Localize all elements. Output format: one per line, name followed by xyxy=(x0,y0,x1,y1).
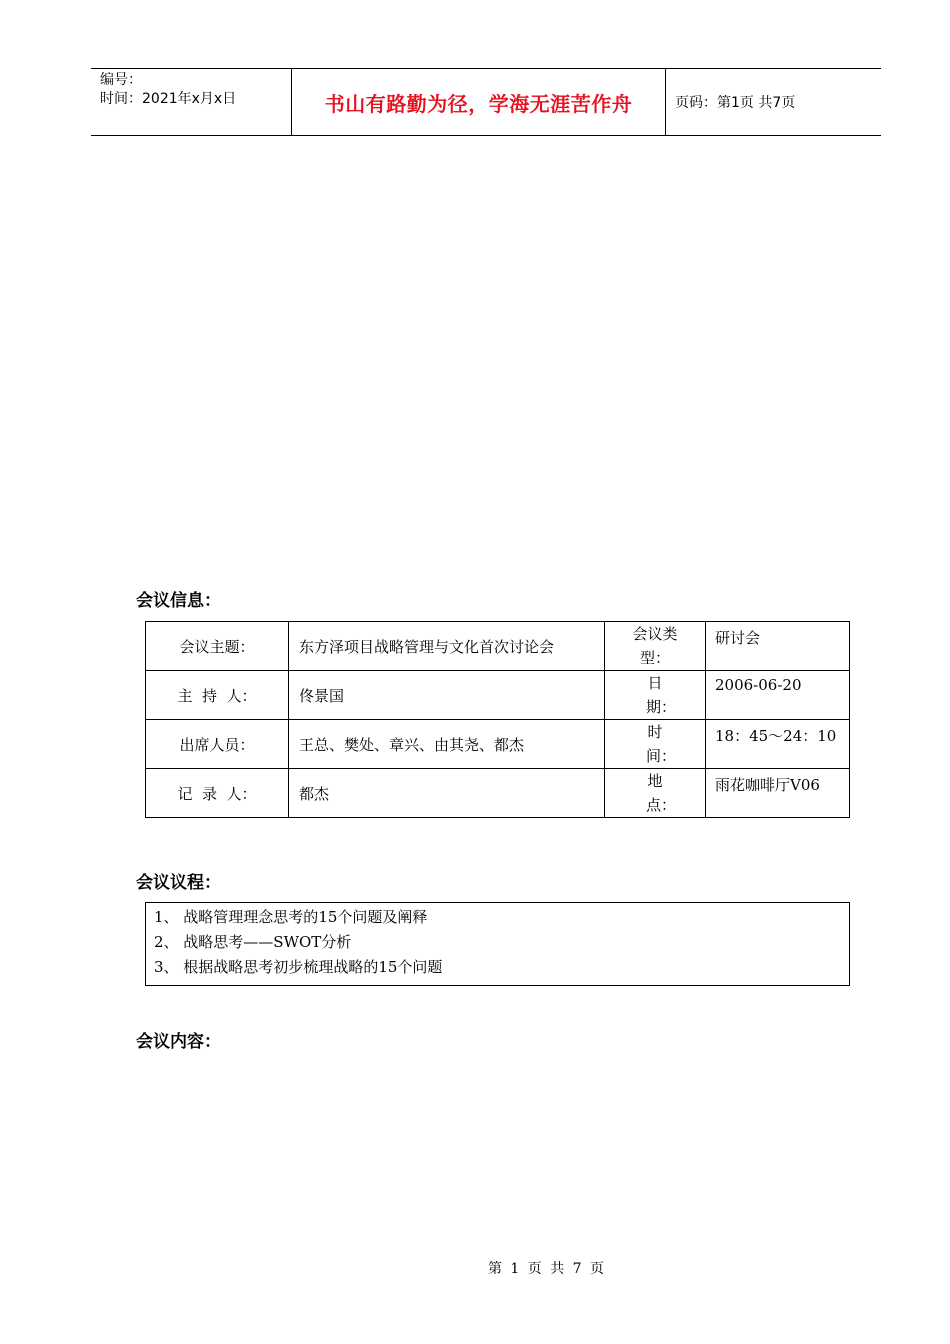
place-label-cell xyxy=(605,769,706,818)
header-left-cell xyxy=(91,69,292,135)
agenda-item: 2、 战略思考——SWOT分析 xyxy=(154,933,352,951)
topic-value: 东方泽项目战略管理与文化首次讨论会 xyxy=(289,622,605,671)
agenda-heading: 会议议程： xyxy=(136,873,221,893)
content-heading: 会议内容： xyxy=(136,1032,221,1052)
date-label: 日期： xyxy=(646,674,677,716)
meeting-info-table xyxy=(145,621,850,818)
agenda-item: 3、 根据战略思考初步梳理战略的15个问题 xyxy=(154,958,443,976)
table-row xyxy=(146,720,850,769)
header-page-label: 页码：第1页 共7页 xyxy=(675,95,796,111)
info-heading: 会议信息： xyxy=(136,591,221,611)
date-label-cell xyxy=(605,671,706,720)
time-label: 时间： xyxy=(646,723,677,765)
host-label: 主 持 人： xyxy=(146,671,289,720)
place-label: 地点： xyxy=(646,772,677,814)
agenda-box xyxy=(145,902,850,986)
time-label-cell xyxy=(605,720,706,769)
table-row xyxy=(146,622,850,671)
page-footer: 第 1 页 共 7 页 xyxy=(487,1261,605,1277)
date-value: 2006-06-20 xyxy=(706,671,850,720)
table-row xyxy=(146,769,850,818)
type-label: 会议类型： xyxy=(632,625,678,667)
time-value: 18：45～24：10 xyxy=(706,720,850,769)
type-value: 研讨会 xyxy=(706,622,850,671)
recorder-value: 都杰 xyxy=(289,769,605,818)
agenda-item: 1、 战略管理理念思考的15个问题及阐释 xyxy=(154,908,428,926)
header-number-label: 编号： xyxy=(100,72,142,88)
recorder-label: 记 录 人： xyxy=(146,769,289,818)
topic-label: 会议主题： xyxy=(146,622,289,671)
attendees-value: 王总、樊处、章兴、由其尧、都杰 xyxy=(289,720,605,769)
place-value: 雨花咖啡厅V06 xyxy=(706,769,850,818)
attendees-label: 出席人员： xyxy=(146,720,289,769)
type-label-cell xyxy=(605,622,706,671)
table-row xyxy=(146,671,850,720)
header-motto: 书山有路勤为径，学海无涯苦作舟 xyxy=(292,69,666,135)
host-value: 佟景国 xyxy=(289,671,605,720)
header-time-label: 时间：2021年x月x日 xyxy=(100,91,237,107)
page-header xyxy=(91,68,881,136)
